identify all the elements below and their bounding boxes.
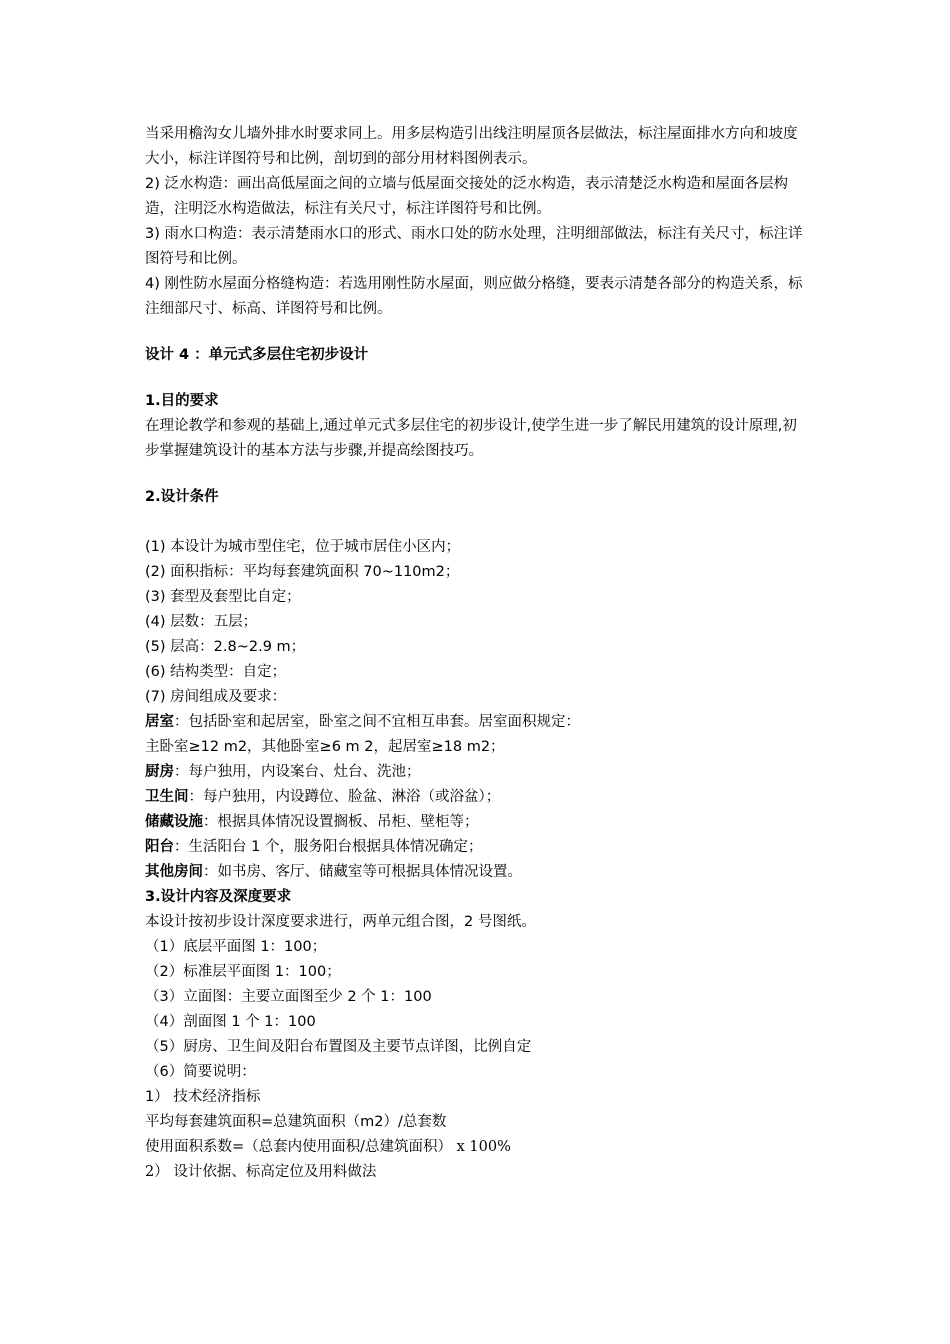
room-requirement <box>145 810 810 835</box>
intro-paragraph-1: 当采用檐沟女儿墙外排水时要求同上。用多层构造引出线注明屋顶各层做法，标注屋面排水方向和坡度大小，标注详图符号和比例，剖切到的部分用材料图例表示。 <box>145 126 798 167</box>
room-text: ：如书房、客厅、储藏室等可根据具体情况设置。 <box>203 864 522 880</box>
condition-item: (7) 房间组成及要求： <box>145 689 287 705</box>
document-page <box>145 122 810 1185</box>
section3-line: （3）立面图：主要立面图至少 2 个 1：100 <box>145 989 432 1005</box>
section3-line: 1） 技术经济指标 <box>145 1089 261 1105</box>
room-text: ：每户独用，内设蹲位、脸盆、淋浴（或浴盆）； <box>188 789 501 805</box>
section1-title: 1.目的要求 <box>145 393 219 409</box>
room-text: ：根据具体情况设置搁板、吊柜、壁柜等； <box>203 814 479 830</box>
room-requirement <box>145 785 810 810</box>
intro-paragraph-2: 2) 泛水构造：画出高低屋面之间的立墙与低屋面交接处的泛水构造，表示清楚泛水构造和屋面各层构造，注明泛水构造做法，标注有关尺寸，标注详图符号和比例。 <box>145 176 788 217</box>
design4-title: 设计 4 ：单元式多层住宅初步设计 <box>145 347 369 363</box>
section3-line: （1）底层平面图 1：100； <box>145 939 327 955</box>
section3-line: 2） 设计依据、标高定位及用料做法 <box>145 1164 377 1180</box>
room-requirement <box>145 835 810 860</box>
room-label: 卫生间 <box>145 789 189 805</box>
section3-title: 3.设计内容及深度要求 <box>145 889 292 905</box>
section3-line: （2）标准层平面图 1：100； <box>145 964 341 980</box>
spacer <box>145 322 810 343</box>
condition-item: (3) 套型及套型比自定； <box>145 589 301 605</box>
room-label: 阳台 <box>145 839 174 855</box>
spacer <box>145 510 810 535</box>
room-text: ：生活阳台 1 个，服务阳台根据具体情况确定； <box>174 839 483 855</box>
condition-item: (1) 本设计为城市型住宅，位于城市居住小区内； <box>145 539 461 555</box>
intro-paragraph-4: 4) 刚性防水屋面分格缝构造：若选用刚性防水屋面，则应做分格缝，要表示清楚各部分的构造关系，标注细部尺寸、标高、详图符号和比例。 <box>145 276 803 317</box>
spacer <box>145 368 810 389</box>
room-requirement <box>145 860 810 885</box>
room-label: 居室 <box>145 714 174 730</box>
room-label: 厨房 <box>145 764 174 780</box>
condition-item: (4) 层数：五层； <box>145 614 258 630</box>
section3-line: （5）厨房、卫生间及阳台布置图及主要节点详图，比例自定 <box>145 1039 532 1055</box>
room-requirement <box>145 710 810 735</box>
room-text: ：每户独用，内设案台、灶台、洗池； <box>174 764 421 780</box>
room-text: 主卧室≥12 m2，其他卧室≥6 m 2，起居室≥18 m2； <box>145 739 505 755</box>
room-requirement <box>145 760 810 785</box>
room-text: ：包括卧室和起居室，卧室之间不宜相互串套。居室面积规定： <box>174 714 580 730</box>
section3-line: （4）剖面图 1 个 1：100 <box>145 1014 316 1030</box>
section3-line: 本设计按初步设计深度要求进行，两单元组合图，2 号图纸。 <box>145 914 536 930</box>
section3-line: 平均每套建筑面积=总建筑面积（m2）/总套数 <box>145 1114 447 1130</box>
section3-line: 使用面积系数=（总套内使用面积/总建筑面积） x 100% <box>145 1139 511 1155</box>
section3-line: （6）简要说明： <box>145 1064 256 1080</box>
condition-item: (5) 层高：2.8~2.9 m； <box>145 639 306 655</box>
spacer <box>145 464 810 485</box>
section2-title: 2.设计条件 <box>145 489 219 505</box>
section1-body: 在理论教学和参观的基础上,通过单元式多层住宅的初步设计,使学生进一步了解民用建筑的设计原理,初步掌握建筑设计的基本方法与步骤,并提高绘图技巧。 <box>145 418 797 459</box>
condition-item: (6) 结构类型：自定； <box>145 664 287 680</box>
room-label: 其他房间 <box>145 864 203 880</box>
room-label: 储藏设施 <box>145 814 203 830</box>
room-requirement <box>145 735 810 760</box>
intro-paragraph-3: 3) 雨水口构造：表示清楚雨水口的形式、雨水口处的防水处理，注明细部做法，标注有关尺寸，标注详图符号和比例。 <box>145 226 803 267</box>
condition-item: (2) 面积指标：平均每套建筑面积 70~110m2； <box>145 564 460 580</box>
